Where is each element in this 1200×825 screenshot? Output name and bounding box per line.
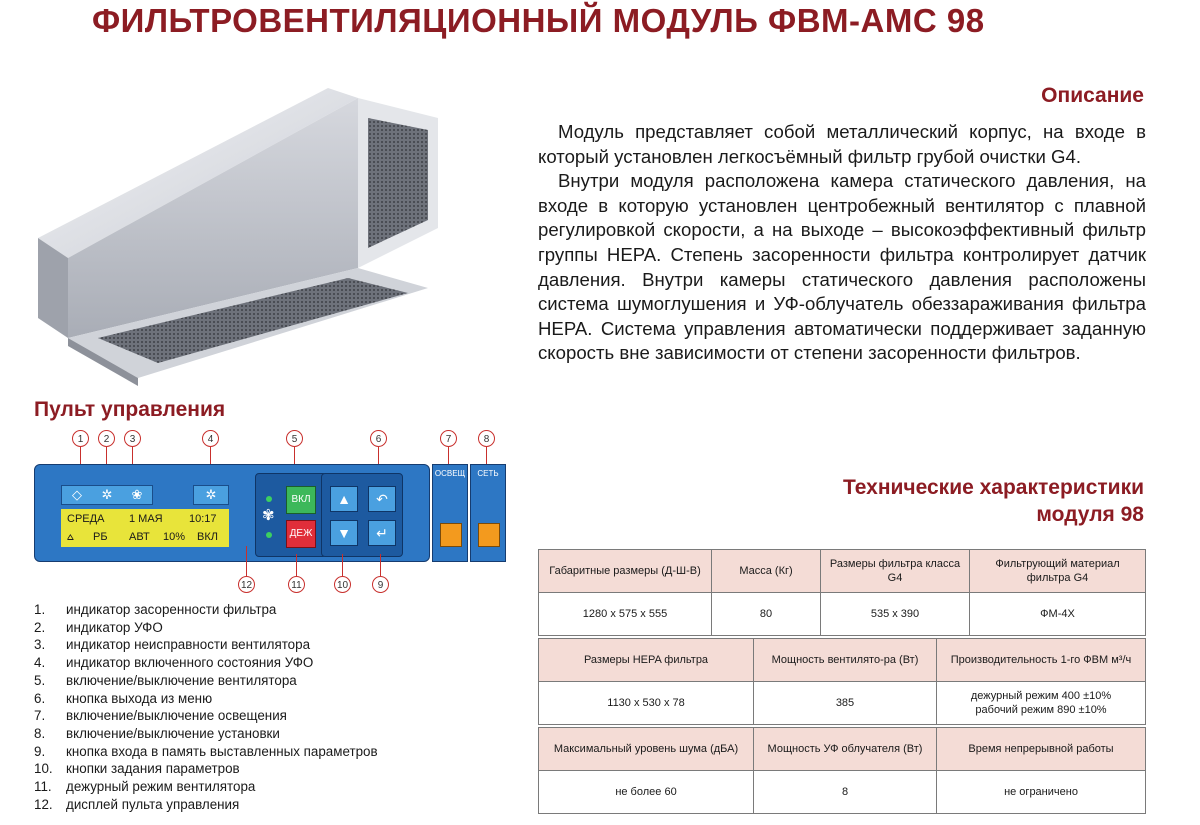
- fan-button-block: [255, 473, 327, 557]
- display-date: 1 МАЯ: [129, 513, 163, 525]
- fan-on-button[interactable]: ВКЛ: [286, 486, 316, 514]
- table-header: Размеры HEPA фильтра: [539, 639, 754, 682]
- down-button[interactable]: ▼: [330, 520, 358, 546]
- table-cell: 385: [754, 682, 937, 725]
- display-auto: АВТ: [129, 531, 150, 543]
- legend-item: 1. индикатор засоренности фильтра: [34, 602, 277, 617]
- specs-heading-line1: Технические характеристики: [842, 476, 1144, 499]
- callout-2: 2: [98, 430, 115, 447]
- specs-heading-line2: модуля 98: [1036, 503, 1144, 526]
- callout-11: 11: [288, 576, 305, 593]
- specs-table-2: [538, 638, 1146, 725]
- table-header: Мощность вентилято-ра (Вт): [754, 639, 937, 682]
- callout-7: 7: [440, 430, 457, 447]
- table-header: Максимальный уровень шума (дБА): [539, 728, 754, 771]
- table-cell: не более 60: [539, 771, 754, 814]
- description-paragraph-2: Внутри модуля расположена камера статического давления, на входе в которую установлен центробежный вентилятор с плавной регулировкой скорости, а на выходе – высокоэффективный фильтр группы HEPA. Степень засоренности фильтра контролирует датчик давления. Внутри камеры статического давления расположены система шумоглушения и УФ-облучатель обеззараживания фильтра HEPA. Система управления автоматически поддерживает заданную скорость вне зависимости от степени засоренности фильтров.: [538, 170, 1146, 364]
- power-label: СЕТЬ: [477, 469, 499, 478]
- description-paragraph-1: Модуль представляет собой металлический корпус, на входе в который установлен легкосъёмный фильтр грубой очистки G4.: [538, 121, 1146, 167]
- table-header: Масса (Кг): [712, 550, 821, 593]
- light-button[interactable]: [440, 523, 462, 547]
- legend-item: 5. включение/выключение вентилятора: [34, 672, 297, 688]
- indicator-strip: [61, 485, 153, 505]
- light-panel: [432, 464, 468, 562]
- fan-fault-indicator-icon: ❀: [131, 487, 143, 502]
- callout-3: 3: [124, 430, 141, 447]
- table-header: Фильтрующий материал фильтра G4: [970, 550, 1146, 593]
- control-panel-heading: Пульт управления: [34, 398, 226, 421]
- specs-table-1: [538, 549, 1146, 636]
- display-symbol: ⩟: [67, 531, 74, 543]
- table-cell: [937, 682, 1146, 725]
- page-title: ФИЛЬТРОВЕНТИЛЯЦИОННЫЙ МОДУЛЬ ФВМ-АМС 98: [92, 2, 985, 39]
- table-cell: ФМ-4Х: [970, 593, 1146, 636]
- table-cell: 1280 х 575 х 555: [539, 593, 712, 636]
- control-panel-legend: [34, 601, 378, 813]
- legend-item: 12. дисплей пульта управления: [34, 796, 240, 812]
- table-header: Производительность 1-го ФВМ м³/ч: [937, 639, 1146, 682]
- display-speed: 10%: [163, 531, 186, 543]
- callout-8: 8: [478, 430, 495, 447]
- legend-item: 10. кнопки задания параметров: [34, 761, 240, 777]
- filter-clog-indicator-icon: ◇: [72, 487, 82, 502]
- uv-on-icon: ✲: [205, 487, 217, 502]
- display-time: 10:17: [189, 513, 217, 525]
- description-text: [538, 120, 1146, 366]
- table-cell: 535 х 390: [821, 593, 970, 636]
- display-mode: РБ: [93, 531, 108, 543]
- callout-6: 6: [370, 430, 387, 447]
- power-panel: [470, 464, 506, 562]
- fan-on-led: [266, 496, 272, 502]
- callout-12: 12: [238, 576, 255, 593]
- work-mode-capacity: рабочий режим 890 ±10%: [975, 704, 1107, 716]
- table-cell: 8: [754, 771, 937, 814]
- legend-item: 8. включение/выключение установки: [34, 725, 280, 741]
- legend-item: 4. индикатор включенного состояния УФО: [34, 655, 314, 671]
- specs-table-3: [538, 727, 1146, 814]
- table-cell: не ограничено: [937, 771, 1146, 814]
- control-panel: [34, 464, 430, 562]
- legend-item: 7. включение/выключение освещения: [34, 708, 287, 724]
- callout-5: 5: [286, 430, 303, 447]
- display-day: СРЕДА: [67, 513, 105, 525]
- arrow-button-block: [321, 473, 403, 557]
- uv-on-indicator: [193, 485, 229, 505]
- duty-mode-capacity: дежурный режим 400 ±10%: [970, 690, 1112, 702]
- callout-10: 10: [334, 576, 351, 593]
- specs-heading: [843, 474, 1144, 528]
- table-cell: 1130 х 530 х 78: [539, 682, 754, 725]
- callout-4: 4: [202, 430, 219, 447]
- power-button[interactable]: [478, 523, 500, 547]
- control-panel-display: [61, 509, 229, 547]
- uv-indicator-icon: ✲: [101, 487, 113, 502]
- table-cell: 80: [712, 593, 821, 636]
- product-image: [28, 88, 458, 388]
- duty-led: [266, 532, 272, 538]
- legend-item: 2. индикатор УФО: [34, 619, 163, 635]
- up-button[interactable]: ▲: [330, 486, 358, 512]
- callout-1: 1: [72, 430, 89, 447]
- fan-icon: ✾: [262, 507, 275, 524]
- legend-item: 9. кнопка входа в память выставленных параметров: [34, 743, 378, 759]
- legend-item: 6. кнопка выхода из меню: [34, 690, 213, 706]
- table-header: Мощность УФ облучателя (Вт): [754, 728, 937, 771]
- legend-item: 3. индикатор неисправности вентилятора: [34, 637, 311, 653]
- duty-mode-button[interactable]: ДЕЖ: [286, 520, 316, 548]
- callout-9: 9: [372, 576, 389, 593]
- memory-enter-button[interactable]: ↵: [368, 520, 396, 546]
- control-panel-diagram: [34, 428, 514, 600]
- table-header: Размеры фильтра класса G4: [821, 550, 970, 593]
- display-state: ВКЛ: [197, 531, 218, 543]
- table-header: Габаритные размеры (Д-Ш-В): [539, 550, 712, 593]
- table-header: Время непрерывной работы: [937, 728, 1146, 771]
- menu-exit-button[interactable]: ↶: [368, 486, 396, 512]
- light-label: ОСВЕЩ: [434, 469, 466, 478]
- legend-item: 11. дежурный режим вентилятора: [34, 779, 256, 795]
- description-heading: Описание: [1041, 84, 1144, 107]
